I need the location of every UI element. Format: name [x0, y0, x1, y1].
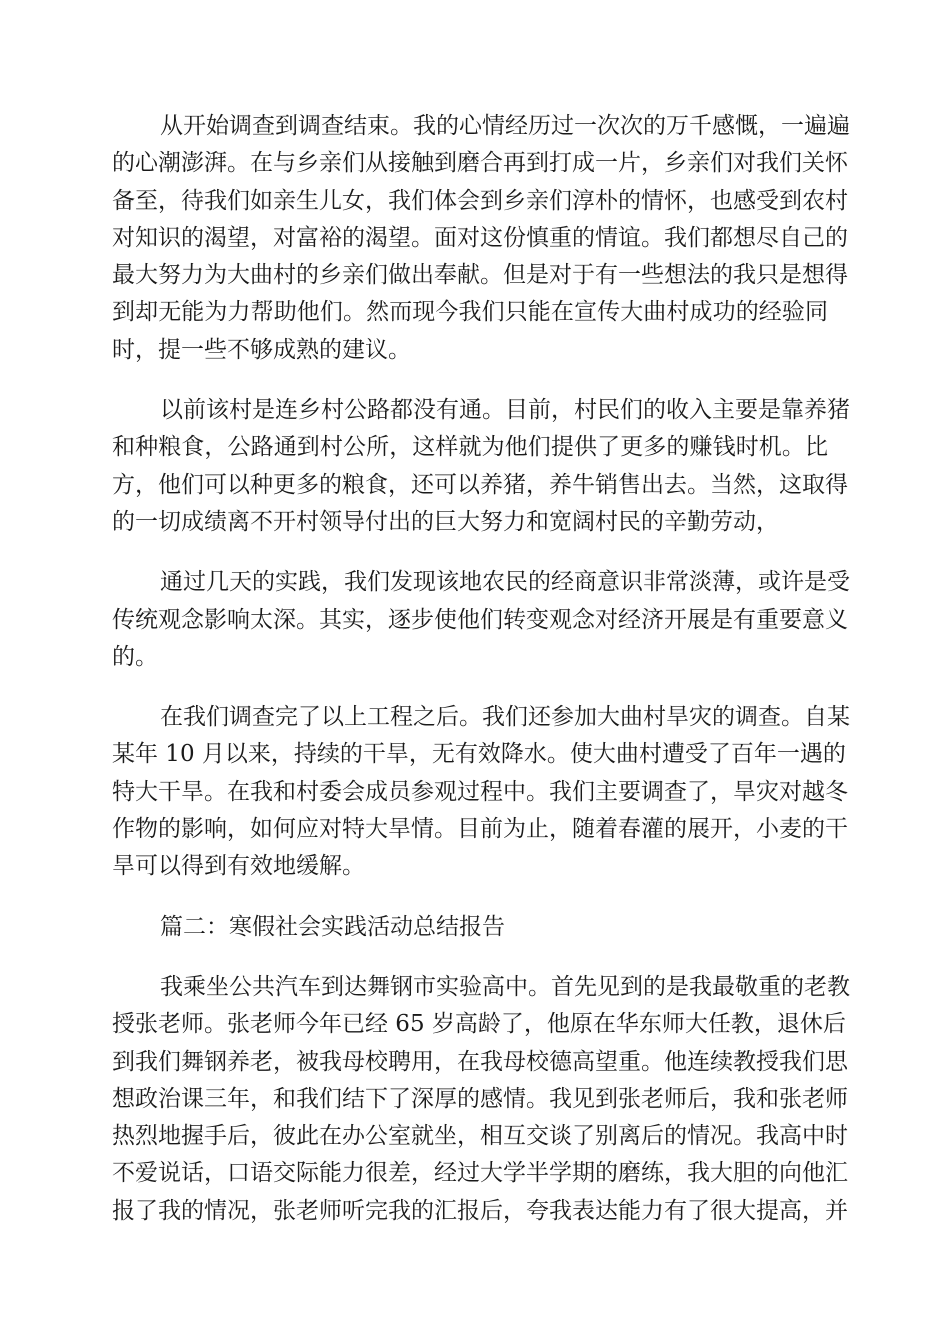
section-heading-text: 篇二：寒假社会实践活动总结报告 — [160, 913, 505, 940]
paragraph-line: 最大努力为大曲村的乡亲们做出奉献。但是对于有一些想法的我只是想得 — [112, 262, 848, 289]
paragraph-line: 在我们调查完了以上工程之后。我们还参加大曲村旱灾的调查。自某 — [160, 704, 850, 731]
paragraph-line: 对知识的渴望，对富裕的渴望。面对这份慎重的情谊。我们都想尽自己的 — [112, 224, 848, 251]
paragraph-line: 报了我的情况，张老师听完我的汇报后，夸我表达能力有了很大提高，并 — [112, 1197, 848, 1224]
paragraph-gap — [112, 886, 828, 909]
paragraph-line: 的心潮澎湃。在与乡亲们从接触到磨合再到打成一片，乡亲们对我们关怀 — [112, 150, 848, 177]
paragraph-line: 热烈地握手后，彼此在办公室就坐，相互交谈了别离后的情况。我高中时 — [112, 1123, 848, 1150]
paragraph-gap — [112, 946, 828, 969]
paragraph-village-road — [112, 392, 850, 541]
paragraph-line: 备至，待我们如亲生儿女，我们体会到乡亲们淳朴的情怀，也感受到农村 — [112, 187, 848, 214]
paragraph-line: 不爱说话，口语交际能力很差，经过大学半学期的磨练，我大胆的向他汇 — [112, 1160, 848, 1187]
paragraph-visit-teacher — [112, 969, 850, 1230]
paragraph-line: 通过几天的实践，我们发现该地农民的经商意识非常淡薄，或许是受 — [160, 569, 850, 596]
paragraph-gap — [112, 676, 828, 699]
paragraph-drought-survey — [112, 699, 850, 885]
paragraph-gap — [112, 369, 828, 392]
paragraph-line: 旱可以得到有效地缓解。 — [112, 853, 365, 880]
paragraph-survey-feelings — [112, 108, 850, 369]
paragraph-line: 和种粮食，公路通到村公所，这样就为他们提供了更多的赚钱时机。比 — [112, 434, 828, 461]
paragraph-line: 某年 10 月以来，持续的干旱，无有效降水。使大曲村遭受了百年一遇的 — [112, 741, 846, 768]
paragraph-line: 的一切成绩离不开村领导付出的巨大努力和宽阔村民的辛勤劳动， — [112, 508, 779, 535]
paragraph-line: 特大干旱。在我和村委会成员参观过程中。我们主要调查了，旱灾对越冬 — [112, 778, 848, 805]
paragraph-line: 从开始调查到调查结束。我的心情经历过一次次的万千感慨，一遍遍 — [160, 113, 850, 139]
paragraph-line: 到我们舞钢养老，被我母校聘用，在我母校德高望重。他连续教授我们思 — [112, 1048, 848, 1075]
paragraph-line: 的。 — [112, 643, 158, 670]
section-heading — [112, 909, 828, 946]
paragraph-business-awareness — [112, 564, 850, 676]
paragraph-line: 授张老师。张老师今年已经 65 岁高龄了，他原在华东师大任教，退休后 — [112, 1011, 846, 1038]
paragraph-gap — [112, 541, 828, 564]
paragraph-line: 作物的影响，如何应对特大旱情。目前为止，随着春灌的展开，小麦的干 — [112, 816, 848, 843]
paragraph-line: 方，他们可以种更多的粮食，还可以养猪，养牛销售出去。当然，这取得 — [112, 471, 848, 498]
paragraph-line: 时，提一些不够成熟的建议。 — [112, 336, 411, 363]
paragraph-line: 到却无能为力帮助他们。然而现今我们只能在宣传大曲村成功的经验同 — [112, 299, 828, 326]
paragraph-line: 传统观念影响太深。其实，逐步使他们转变观念对经济开展是有重要意义 — [112, 606, 848, 633]
paragraph-line: 想政治课三年，和我们结下了深厚的感情。我见到张老师后，我和张老师 — [112, 1085, 848, 1112]
paragraph-line: 我乘坐公共汽车到达舞钢市实验高中。首先见到的是我最敬重的老教 — [160, 973, 850, 1000]
paragraph-line: 以前该村是连乡村公路都没有通。目前，村民们的收入主要是靠养猪 — [160, 397, 850, 424]
document-body — [112, 108, 850, 1230]
